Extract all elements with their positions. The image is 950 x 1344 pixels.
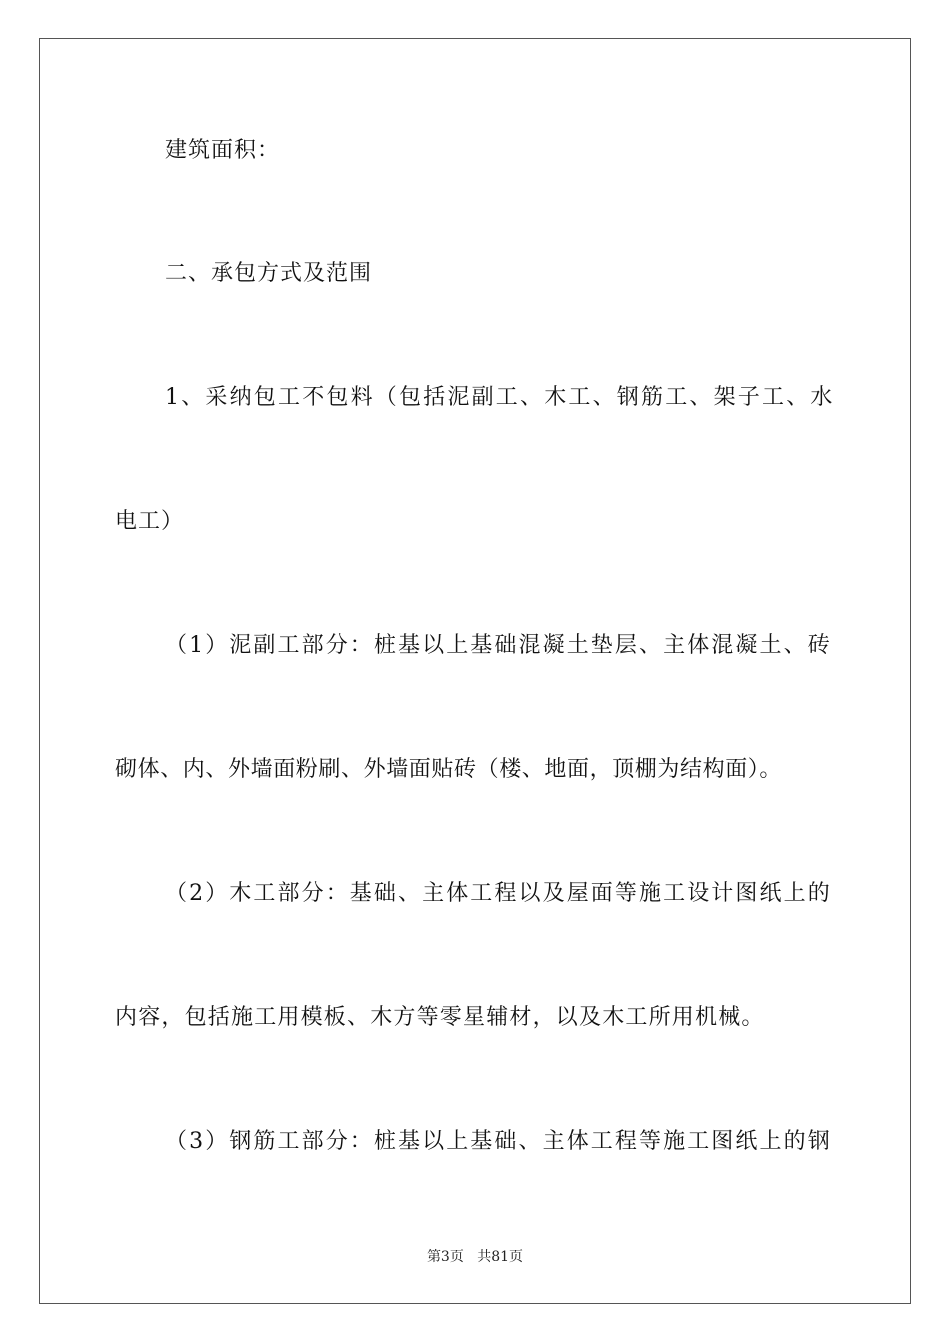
text-line-subitem-3: （3）钢筋工部分：桩基以上基础、主体工程等施工图纸上的钢: [165, 1129, 832, 1154]
text-line-building-area: 建筑面积：: [165, 138, 281, 163]
page-footer: [0, 1248, 950, 1266]
text-line-subitem-2-cont: 内容，包括施工用模板、木方等零星辅材，以及木工所用机械。: [115, 1005, 765, 1030]
text-line-subitem-1-cont: 砌体、内、外墙面粉刷、外墙面贴砖（楼、地面，顶棚为结构面）。: [115, 757, 783, 782]
text-line-item-1: 1、采纳包工不包料（包括泥副工、木工、钢筋工、架子工、水: [165, 385, 835, 410]
page-number: 第3页: [426, 1249, 464, 1265]
section-heading-contract-method: 二、承包方式及范围: [165, 261, 373, 286]
text-line-item-1-cont: 电工）: [115, 509, 185, 534]
text-line-subitem-2: （2）木工部分：基础、主体工程以及屋面等施工设计图纸上的: [165, 881, 832, 906]
page-total: 共81页: [477, 1249, 524, 1265]
page-border: [39, 38, 911, 1304]
text-line-subitem-1: （1）泥副工部分：桩基以上基础混凝土垫层、主体混凝土、砖: [165, 633, 832, 658]
